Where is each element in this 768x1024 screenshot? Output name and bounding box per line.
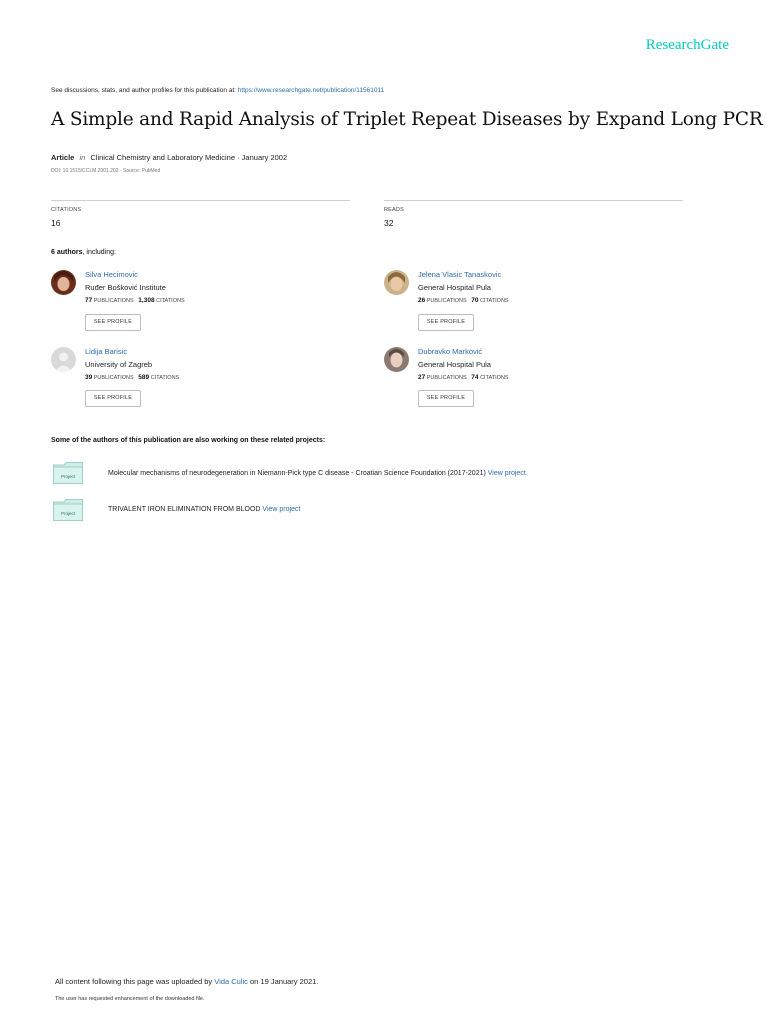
author-photo-icon[interactable] bbox=[384, 270, 409, 295]
top-note: See discussions, stats, and author profiles for this publication at: https://www.researchgate.net/publication/11561011 bbox=[51, 87, 385, 94]
see-profile-button[interactable]: SEE PROFILE bbox=[418, 314, 474, 331]
author-name-link[interactable]: Dubravko Marković bbox=[418, 347, 483, 356]
project-title: TRIVALENT IRON ELIMINATION FROM BLOOD bbox=[108, 506, 263, 513]
project-title: Molecular mechanisms of neurodegeneration in Niemann-Pick type C disease - Croatian Science Foundation (2017-2021) bbox=[108, 470, 488, 477]
author-stats: 39 PUBLICATIONS 589 CITATIONS bbox=[85, 374, 180, 381]
project-row bbox=[108, 506, 300, 513]
author-stats: 26 PUBLICATIONS 70 CITATIONS bbox=[418, 297, 509, 304]
citations-divider bbox=[51, 200, 350, 201]
page-title: A Simple and Rapid Analysis of Triplet Repeat Diseases by Expand Long PCR bbox=[51, 109, 763, 130]
author-stats: 27 PUBLICATIONS 74 CITATIONS bbox=[418, 374, 509, 381]
view-project-link[interactable]: View project bbox=[262, 506, 301, 513]
author-institution: Ruđer Bošković Institute bbox=[85, 283, 166, 292]
researchgate-logo[interactable]: ResearchGate bbox=[645, 37, 729, 53]
see-profile-button[interactable]: SEE PROFILE bbox=[85, 390, 141, 407]
reads-divider bbox=[384, 200, 683, 201]
reads-label: READS bbox=[384, 207, 404, 213]
author-name-link[interactable]: Lidija Barisic bbox=[85, 347, 128, 356]
author-name-link[interactable]: Silva Hecimovic bbox=[85, 270, 138, 279]
uploader-link[interactable]: Vida Culic bbox=[214, 977, 248, 986]
authors-heading: 6 authors, including: bbox=[51, 249, 116, 256]
project-badge: Project bbox=[60, 474, 76, 479]
author-photo-icon[interactable] bbox=[51, 270, 76, 295]
author-photo-icon[interactable] bbox=[384, 347, 409, 372]
citations-label: CITATIONS bbox=[51, 207, 82, 213]
journal-info: Clinical Chemistry and Laboratory Medicine · January 2002 bbox=[90, 153, 288, 162]
author-stats: 77 PUBLICATIONS 1,308 CITATIONS bbox=[85, 297, 185, 304]
projects-heading: Some of the authors of this publication are also working on these related projects: bbox=[51, 437, 326, 444]
project-folder-icon[interactable] bbox=[53, 499, 83, 521]
view-project-link[interactable]: View project bbox=[487, 470, 526, 477]
enhancement-note: The user has requested enhancement of the downloaded file. bbox=[55, 996, 205, 1002]
reads-value: 32 bbox=[384, 218, 394, 228]
default-avatar-icon[interactable] bbox=[51, 347, 76, 372]
doi-source: DOI: 10.1515/CCLM.2001.202 · Source: PubMed bbox=[51, 168, 161, 174]
author-institution: University of Zagreb bbox=[85, 360, 153, 369]
see-profile-button[interactable]: SEE PROFILE bbox=[85, 314, 141, 331]
see-profile-button[interactable]: SEE PROFILE bbox=[418, 390, 474, 407]
upload-note: All content following this page was uploaded by Vida Culic on 19 January 2021. bbox=[55, 977, 319, 986]
author-institution: General Hospital Pula bbox=[418, 283, 491, 292]
project-row bbox=[108, 470, 526, 477]
publication-url-link[interactable]: https://www.researchgate.net/publication/11561011 bbox=[237, 87, 385, 94]
article-meta bbox=[51, 153, 287, 162]
article-type: Article bbox=[51, 153, 75, 162]
project-folder-icon[interactable] bbox=[53, 462, 83, 484]
project-badge: Project bbox=[60, 511, 76, 516]
author-institution: General Hospital Pula bbox=[418, 360, 491, 369]
in-label: in bbox=[79, 153, 86, 162]
author-name-link[interactable]: Jelena Vlasic Tanaskovic bbox=[418, 270, 502, 279]
citations-value: 16 bbox=[51, 218, 61, 228]
